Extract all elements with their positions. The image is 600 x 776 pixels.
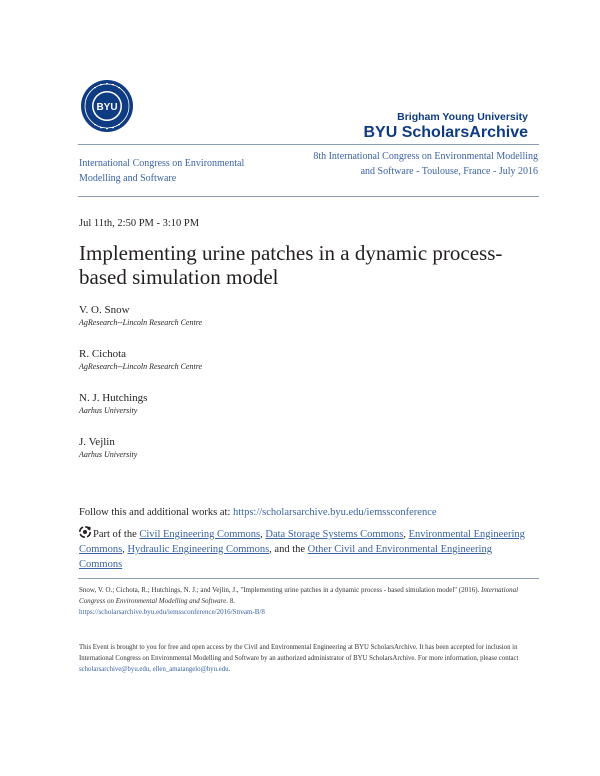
commons-sep: ,	[122, 544, 128, 555]
author-name: N. J. Hutchings	[79, 392, 148, 404]
citation-number: . 8.	[226, 597, 235, 605]
citation-journal: International Congress on Environmental Modelling and Software	[79, 586, 519, 605]
commons-link-other-civil[interactable]: Other Civil and Environmental Engineering Commons	[79, 544, 492, 570]
notice-text: This Event is brought to you for free and open access by the Civil and Environmental Engineering at BYU ScholarsArchive. It has been accepted for inclusion in International Congress on Environmental Modelling and Software by an authorized administrator of BYU ScholarsArchive. For more information, please contact	[79, 644, 519, 662]
author-name: J. Vejlin	[79, 436, 115, 448]
author-name: V. O. Snow	[79, 304, 130, 316]
author-item	[79, 347, 202, 372]
access-notice	[79, 642, 534, 675]
collection-link[interactable]: International Congress on Environmental Modelling and Software	[79, 158, 245, 184]
commons-sep: ,	[260, 529, 266, 540]
author-list	[79, 303, 202, 479]
commons-sep: , and the	[269, 544, 308, 555]
author-affiliation: AgResearch--Lincoln Research Centre	[79, 318, 203, 327]
author-affiliation: AgResearch--Lincoln Research Centre	[79, 362, 203, 371]
commons-link-civil[interactable]: Civil Engineering Commons	[139, 529, 261, 540]
follow-label: Follow this and additional works at:	[79, 507, 233, 518]
author-affiliation: Aarhus University	[79, 450, 138, 459]
seal-text: BYU	[96, 102, 118, 113]
author-name: R. Cichota	[79, 348, 127, 360]
author-item	[79, 303, 202, 328]
author-affiliation: Aarhus University	[79, 406, 138, 415]
author-item	[79, 435, 202, 460]
commons-prefix: Part of the	[93, 529, 140, 540]
page-title: Implementing urine patches in a dynamic process-based simulation model	[79, 241, 503, 289]
header-divider-top	[78, 144, 539, 145]
notice-emails[interactable]: scholarsarchive@byu.edu, ellen_amatangelo@byu.edu	[79, 666, 229, 673]
archive-name: BYU ScholarsArchive	[363, 124, 528, 141]
commons-line	[79, 526, 529, 572]
notice-end: .	[228, 666, 231, 673]
citation-block	[79, 585, 531, 618]
session-time: Jul 11th, 2:50 PM - 3:10 PM	[79, 218, 200, 229]
network-icon	[79, 526, 91, 538]
citation-text: Snow, V. O.; Cichota, R.; Hutchings, N. J.; and Vejlin, J., "Implementing urine patches in a dynamic process - based simulation model" (2016).	[79, 586, 482, 594]
brand-header	[363, 111, 528, 142]
commons-link-data-storage[interactable]: Data Storage Systems Commons	[265, 529, 404, 540]
commons-link-hydraulic[interactable]: Hydraulic Engineering Commons	[127, 544, 270, 555]
follow-link[interactable]: https://scholarsarchive.byu.edu/iemssconference	[233, 507, 437, 518]
header-divider-bottom	[78, 196, 539, 197]
commons-sep: ,	[403, 529, 409, 540]
byu-seal-logo	[80, 79, 134, 133]
event-link[interactable]: 8th International Congress on Environmental Modelling and Software - Toulouse, France - July 2016	[313, 151, 538, 177]
university-name: Brigham Young University	[397, 111, 528, 123]
citation-divider	[78, 578, 539, 579]
commons-link-environmental[interactable]: Environmental Engineering Commons	[79, 529, 525, 555]
author-item	[79, 391, 202, 416]
follow-line	[79, 507, 437, 518]
citation-url[interactable]: https://scholarsarchive.byu.edu/iemssconference/2016/Stream-B/8	[79, 608, 265, 616]
